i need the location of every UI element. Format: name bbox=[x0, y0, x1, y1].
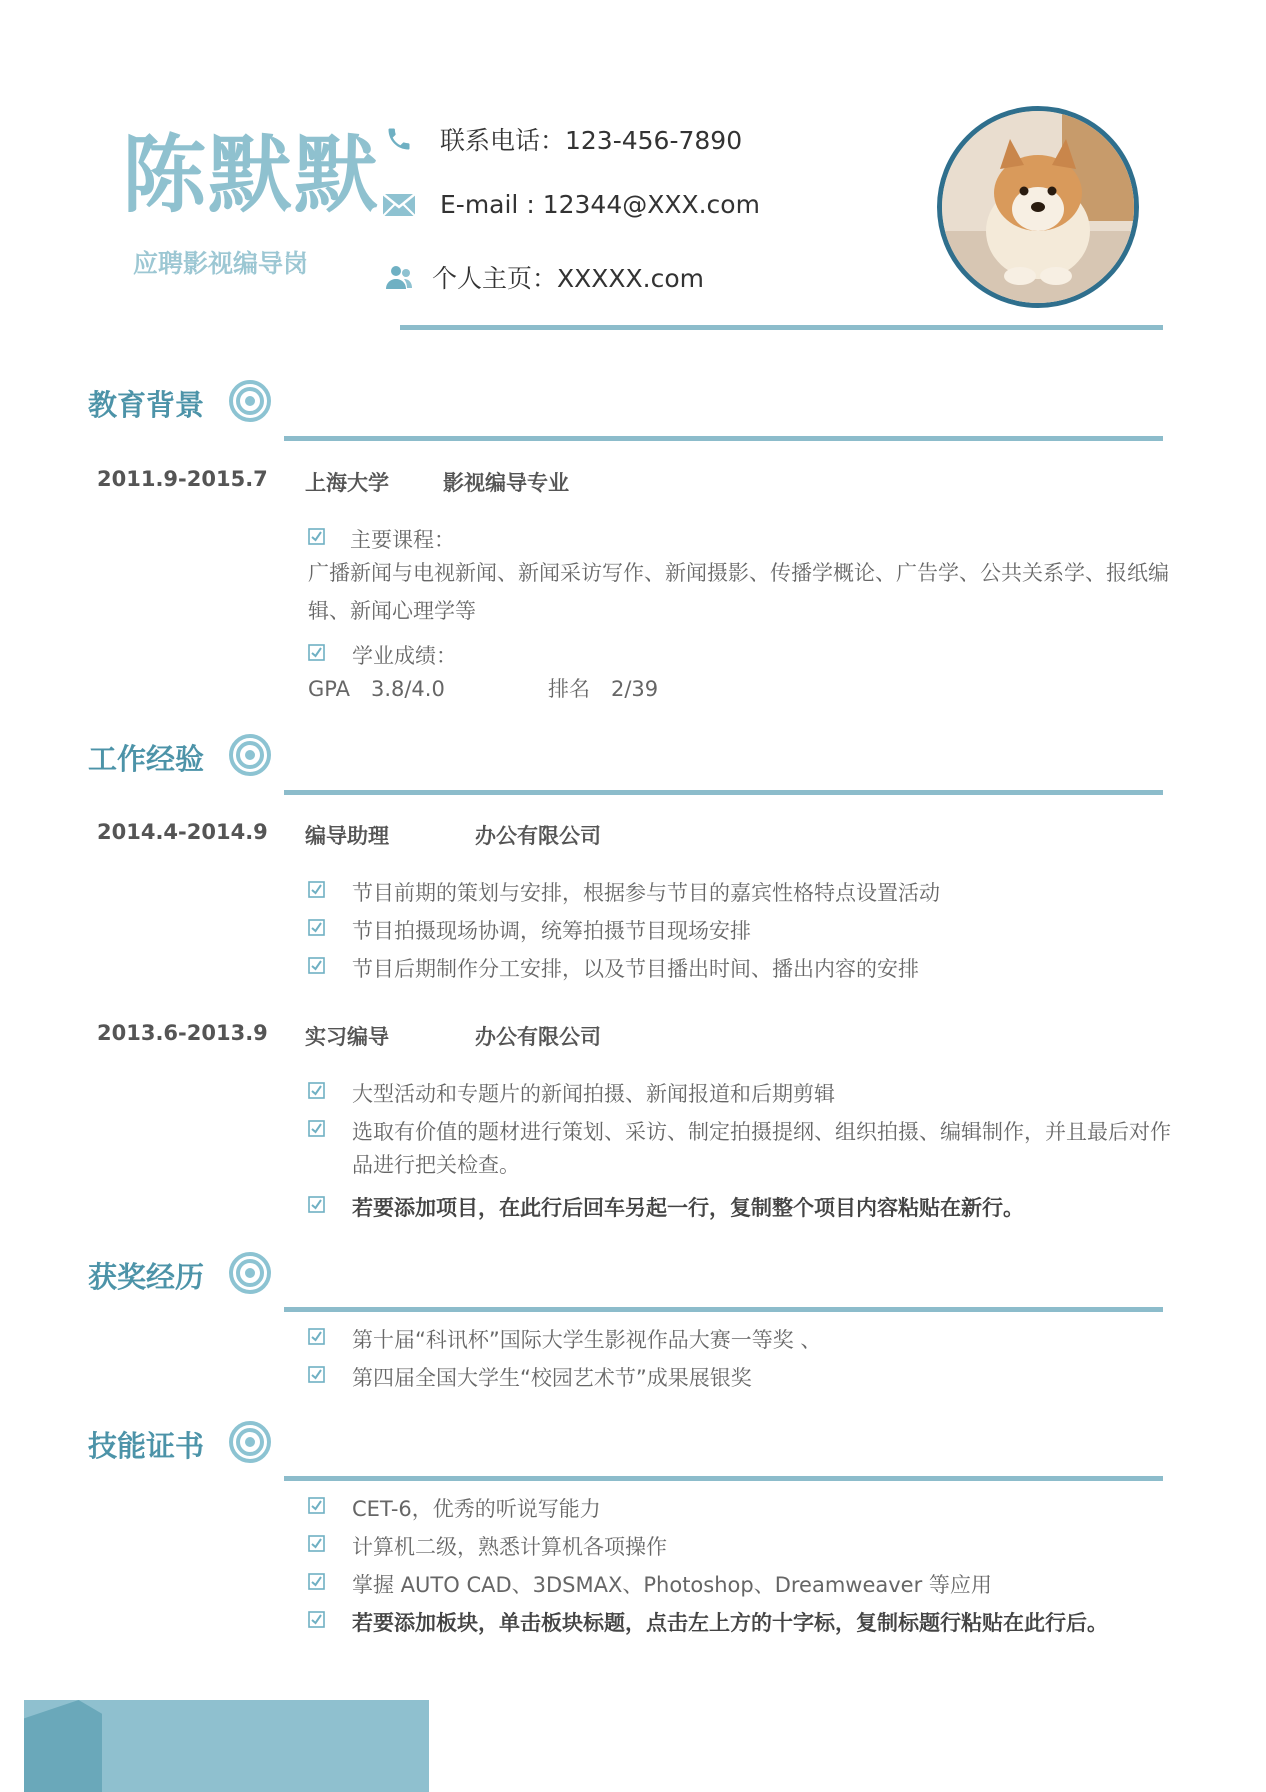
checkbox-icon bbox=[308, 1366, 325, 1383]
target-icon bbox=[229, 380, 271, 422]
job-item-continuation: 品进行把关检查。 bbox=[352, 1153, 520, 1177]
target-icon bbox=[229, 734, 271, 776]
list-item bbox=[310, 915, 751, 945]
section-title-awards: 获奖经历 bbox=[88, 1260, 205, 1294]
job-item-text: 节目前期的策划与安排，根据参与节目的嘉宾性格特点设置活动 bbox=[352, 881, 940, 905]
target-icon bbox=[229, 1252, 271, 1294]
education-major: 影视编导专业 bbox=[443, 471, 569, 495]
list-item bbox=[310, 1116, 1171, 1146]
job-item-text: 节目拍摄现场协调，统筹拍摄节目现场安排 bbox=[352, 919, 751, 943]
contact-homepage bbox=[432, 259, 704, 295]
checkbox-icon bbox=[308, 1120, 325, 1137]
skill-hint: 若要添加板块，单击板块标题，点击左上方的十字标，复制标题行粘贴在此行后。 bbox=[352, 1611, 1108, 1635]
job-date: 2014.4-2014.9 bbox=[97, 820, 268, 844]
job-item-text: 选取有价值的题材进行策划、采访、制定拍摄提纲、组织拍摄、编辑制作，并且最后对作 bbox=[352, 1120, 1171, 1144]
skill-text: 计算机二级，熟悉计算机各项操作 bbox=[352, 1535, 667, 1559]
education-date: 2011.9-2015.7 bbox=[97, 467, 268, 491]
list-item bbox=[310, 640, 457, 670]
contact-email bbox=[440, 190, 760, 219]
section-divider bbox=[284, 436, 1163, 441]
award-text: 第十届“科讯杯”国际大学生影视作品大赛一等奖 、 bbox=[352, 1328, 822, 1352]
section-divider bbox=[284, 1307, 1163, 1312]
list-item bbox=[310, 1493, 601, 1523]
job-role: 实习编导 bbox=[305, 1025, 389, 1049]
list-item bbox=[310, 1607, 1108, 1637]
checkbox-icon bbox=[308, 881, 325, 898]
email-text: E-mail : 12344@XXX.com bbox=[440, 190, 760, 219]
job-item-hint: 若要添加项目，在此行后回车另起一行，复制整个项目内容粘贴在新行。 bbox=[352, 1196, 1024, 1220]
checkbox-icon bbox=[308, 1611, 325, 1628]
avatar bbox=[937, 106, 1139, 308]
phone-icon bbox=[382, 122, 416, 156]
award-text: 第四届全国大学生“校园艺术节”成果展银奖 bbox=[352, 1366, 752, 1390]
checkbox-icon bbox=[308, 1497, 325, 1514]
list-item bbox=[310, 524, 455, 554]
section-divider bbox=[284, 1476, 1163, 1481]
list-item bbox=[310, 953, 919, 983]
checkbox-icon bbox=[308, 528, 325, 545]
checkbox-icon bbox=[308, 1328, 325, 1345]
job-item-text: 大型活动和专题片的新闻拍摄、新闻报道和后期剪辑 bbox=[352, 1082, 835, 1106]
list-item bbox=[310, 1192, 1024, 1222]
job-date: 2013.6-2013.9 bbox=[97, 1021, 268, 1045]
rank-text: 排名 2/39 bbox=[548, 677, 659, 701]
gpa-text: GPA 3.8/4.0 bbox=[308, 677, 445, 701]
checkbox-icon bbox=[308, 1196, 325, 1213]
grades-label: 学业成绩： bbox=[352, 644, 457, 668]
contact-phone bbox=[440, 121, 742, 157]
list-item bbox=[310, 1362, 752, 1392]
list-item bbox=[310, 1569, 992, 1599]
envelope-icon bbox=[382, 188, 416, 222]
checkbox-icon bbox=[308, 1573, 325, 1590]
list-item bbox=[310, 1324, 821, 1354]
skill-text: CET-6，优秀的听说写能力 bbox=[352, 1497, 601, 1521]
section-title-education: 教育背景 bbox=[88, 388, 205, 422]
list-item bbox=[310, 1078, 835, 1108]
job-company: 办公有限公司 bbox=[475, 824, 601, 848]
list-item bbox=[310, 877, 940, 907]
header-divider bbox=[400, 325, 1163, 330]
job-position: 应聘影视编导岗 bbox=[133, 249, 309, 278]
checkbox-icon bbox=[308, 1535, 325, 1552]
list-item bbox=[310, 1531, 667, 1561]
phone-text: 联系电话：123-456-7890 bbox=[440, 126, 743, 155]
job-item-text: 节目后期制作分工安排，以及节目播出时间、播出内容的安排 bbox=[352, 957, 919, 981]
checkbox-icon bbox=[308, 644, 325, 661]
job-role: 编导助理 bbox=[305, 824, 389, 848]
courses-line-1: 广播新闻与电视新闻、新闻采访写作、新闻摄影、传播学概论、广告学、公共关系学、报纸编 bbox=[308, 561, 1169, 585]
education-school: 上海大学 bbox=[305, 471, 389, 495]
skill-text: 掌握 AUTO CAD、3DSMAX、Photoshop、Dreamweaver 等应用 bbox=[352, 1573, 992, 1597]
checkbox-icon bbox=[308, 919, 325, 936]
section-divider bbox=[284, 790, 1163, 795]
candidate-name: 陈默默 bbox=[122, 126, 381, 224]
courses-line-2: 辑、新闻心理学等 bbox=[308, 599, 476, 623]
homepage-text: 个人主页：XXXXX.com bbox=[432, 264, 704, 293]
courses-label: 主要课程： bbox=[350, 528, 455, 552]
checkbox-icon bbox=[308, 1082, 325, 1099]
section-title-skills: 技能证书 bbox=[88, 1429, 205, 1463]
section-title-work: 工作经验 bbox=[88, 742, 205, 776]
target-icon bbox=[229, 1421, 271, 1463]
job-company: 办公有限公司 bbox=[475, 1025, 601, 1049]
users-icon bbox=[382, 260, 416, 294]
checkbox-icon bbox=[308, 957, 325, 974]
